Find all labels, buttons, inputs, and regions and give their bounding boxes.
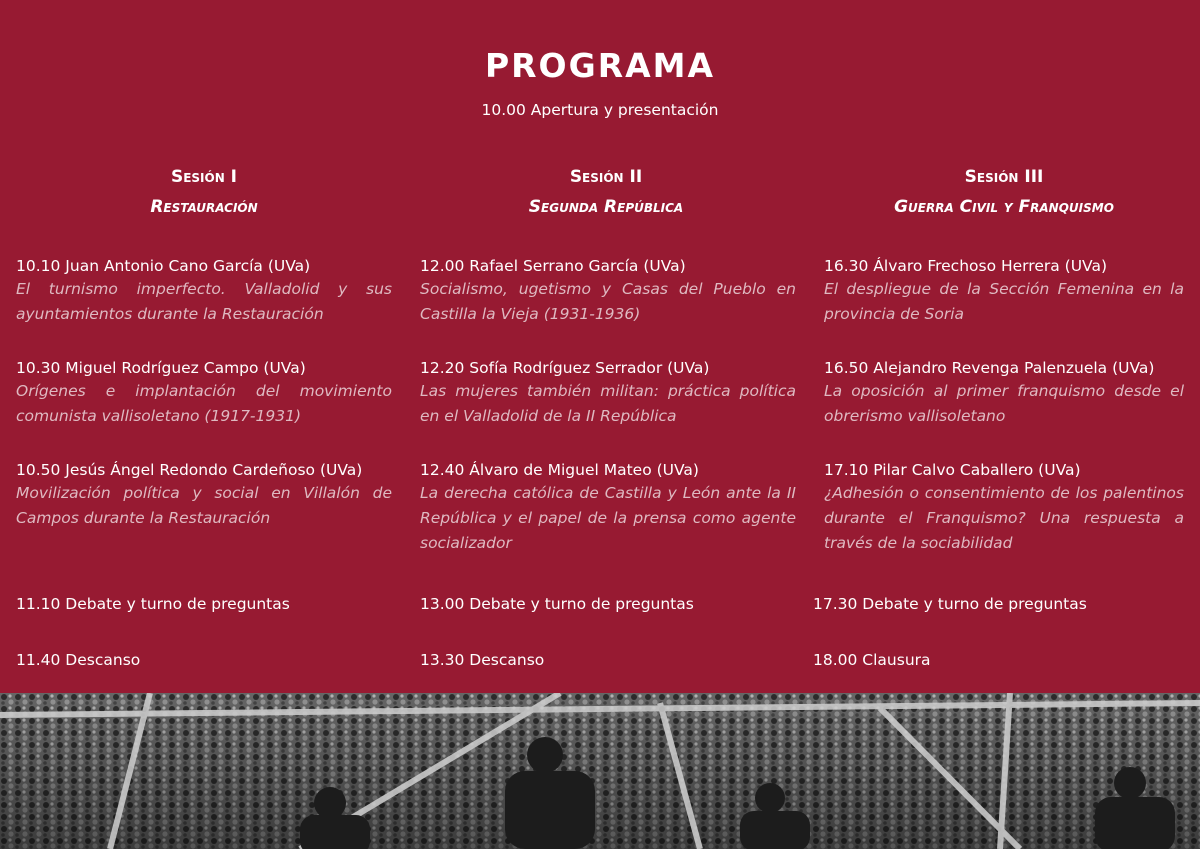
session-1-debate: 11.10 Debate y turno de preguntas [16,595,290,613]
talk-topic: La derecha católica de Castilla y León ante la II República y el papel de la prensa como agente socializador [420,484,796,552]
session-2-header [406,166,806,218]
talk-speaker: 17.10 Pilar Calvo Caballero (UVa) [824,461,1081,479]
session-1-number: Sesión I [170,167,238,187]
session-1-header [4,166,404,218]
session-1-talk-1 [16,256,392,327]
session-2-debate: 13.00 Debate y turno de preguntas [420,595,694,613]
session-3-talk-1 [824,256,1184,327]
session-1-name: Restauración [150,197,258,217]
session-2-number: Sesión II [569,167,643,187]
opening-item: 10.00 Apertura y presentación [481,101,719,119]
talk-topic: ¿Adhesión o consentimiento de los palentinos durante el Franquismo? Una respuesta a través de la sociabilidad [824,484,1184,552]
session-2-name: Segunda República [528,197,684,217]
page-title: PROGRAMA [484,46,716,85]
session-3-name: Guerra Civil y Franquismo [894,197,1114,217]
talk-topic: La oposición al primer franquismo desde el obrerismo vallisoletano [824,382,1184,425]
session-3-talk-3 [824,460,1184,556]
talk-topic: El turnismo imperfecto. Valladolid y sus ayuntamientos durante la Restauración [16,280,392,323]
session-1-talk-3 [16,460,392,531]
session-3-header [804,166,1200,218]
session-2-talk-2 [420,358,796,429]
talk-speaker: 16.50 Alejandro Revenga Palenzuela (UVa) [824,359,1155,377]
session-2-talk-3 [420,460,796,556]
session-2-closing: 13.30 Descanso [420,651,545,669]
session-3-debate: 17.30 Debate y turno de preguntas [813,595,1087,613]
talk-speaker: 12.20 Sofía Rodríguez Serrador (UVa) [420,359,710,377]
session-2-talk-1 [420,256,796,327]
session-3-talk-2 [824,358,1184,429]
crowd-photo [0,693,1200,849]
talk-speaker: 10.50 Jesús Ángel Redondo Cardeñoso (UVa) [16,461,363,479]
session-1-talk-2 [16,358,392,429]
session-3-closing: 18.00 Clausura [813,651,931,669]
talk-speaker: 10.30 Miguel Rodríguez Campo (UVa) [16,359,306,377]
talk-speaker: 12.40 Álvaro de Miguel Mateo (UVa) [420,461,699,479]
talk-topic: El despliegue de la Sección Femenina en la provincia de Soria [824,280,1184,323]
talk-speaker: 16.30 Álvaro Frechoso Herrera (UVa) [824,257,1107,275]
talk-topic: Socialismo, ugetismo y Casas del Pueblo en Castilla la Vieja (1931-1936) [420,280,796,323]
talk-topic: Orígenes e implantación del movimiento comunista vallisoletano (1917-1931) [16,382,392,425]
session-3-number: Sesión III [964,167,1044,187]
session-1-closing: 11.40 Descanso [16,651,141,669]
talk-topic: Movilización política y social en Villalón de Campos durante la Restauración [16,484,392,527]
talk-speaker: 10.10 Juan Antonio Cano García (UVa) [16,257,311,275]
talk-topic: Las mujeres también militan: práctica política en el Valladolid de la II República [420,382,796,425]
talk-speaker: 12.00 Rafael Serrano García (UVa) [420,257,686,275]
